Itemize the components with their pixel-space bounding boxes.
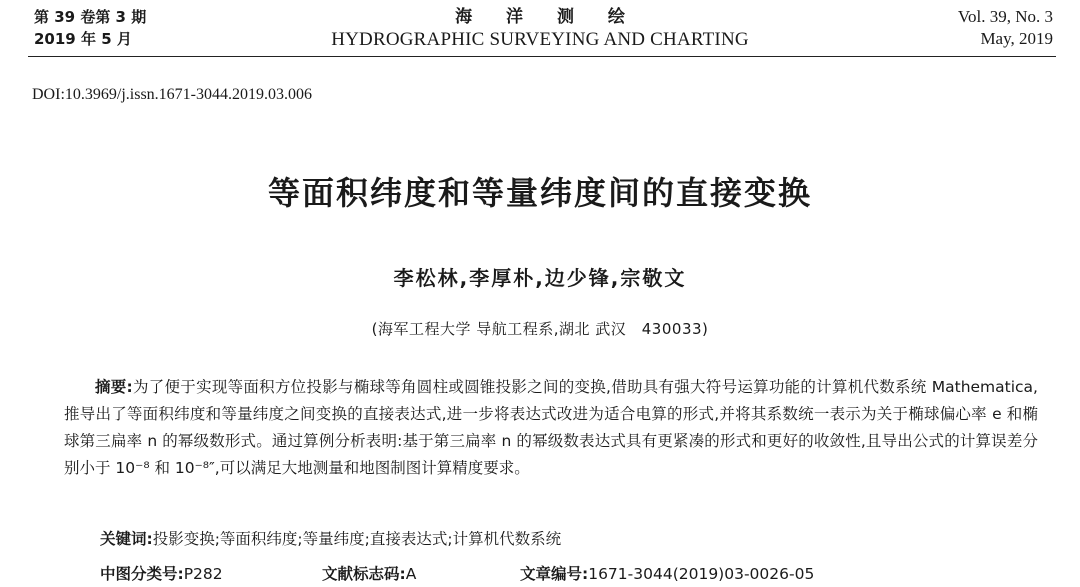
date-cn: 2019 年 5 月 bbox=[34, 30, 132, 48]
clc-value: P282 bbox=[183, 565, 223, 583]
doc-code-value: A bbox=[405, 565, 417, 583]
journal-name bbox=[0, 6, 1080, 52]
header-divider bbox=[28, 56, 1056, 57]
article-no-label: 文章编号: bbox=[520, 565, 589, 583]
paper-title: 等面积纬度和等量纬度间的直接变换 bbox=[267, 174, 812, 212]
document-code bbox=[322, 562, 416, 584]
clc-number bbox=[100, 562, 223, 584]
article-no-value: 1671-3044(2019)03-0026-05 bbox=[588, 565, 815, 583]
doi: DOI:10.3969/j.issn.1671-3044.2019.03.006 bbox=[32, 86, 312, 103]
abstract-text: 为了便于实现等面积方位投影与椭球等角圆柱或圆锥投影之间的变换,借助具有强大符号运算功能的计算机代数系统 Mathematica,推导出了等面积纬度和等量纬度之间变换的直接表达式,进一步将表达式改进为适合电算的形式,并将其系数统一表示为关于椭球偏心率 e 和椭球第三扁率 n 的幂级数形式。通过算例分析表明:基于第三扁率 n 的幂级数表达式具有更紧凑的形式和更好的收敛性,且导出公式的计算误差分别小于 10⁻⁸ 和 10⁻⁸″,可以满足大地测量和地图制图计算精度要求。 bbox=[64, 378, 1038, 477]
abstract bbox=[64, 374, 1038, 482]
clc-label: 中图分类号: bbox=[100, 565, 184, 583]
abstract-label: 摘要: bbox=[95, 378, 133, 396]
journal-name-cn: 海 洋 测 绘 bbox=[455, 7, 639, 27]
date-en: May, 2019 bbox=[980, 29, 1053, 48]
keywords-text: 投影变换;等面积纬度;等量纬度;直接表达式;计算机代数系统 bbox=[152, 530, 562, 548]
journal-issue-en bbox=[958, 6, 1053, 50]
volume-cn: 第 39 卷第 3 期 bbox=[34, 8, 147, 26]
article-number bbox=[520, 562, 814, 584]
journal-name-en: HYDROGRAPHIC SURVEYING AND CHARTING bbox=[331, 29, 749, 50]
doc-code-label: 文献标志码: bbox=[322, 565, 406, 583]
keywords bbox=[100, 527, 561, 549]
author-list: 李松林,李厚朴,边少锋,宗敬文 bbox=[393, 266, 687, 290]
keywords-label: 关键词: bbox=[100, 530, 153, 548]
volume-en: Vol. 39, No. 3 bbox=[957, 7, 1053, 26]
affiliation: (海军工程大学 导航工程系,湖北 武汉 430033) bbox=[371, 320, 709, 338]
